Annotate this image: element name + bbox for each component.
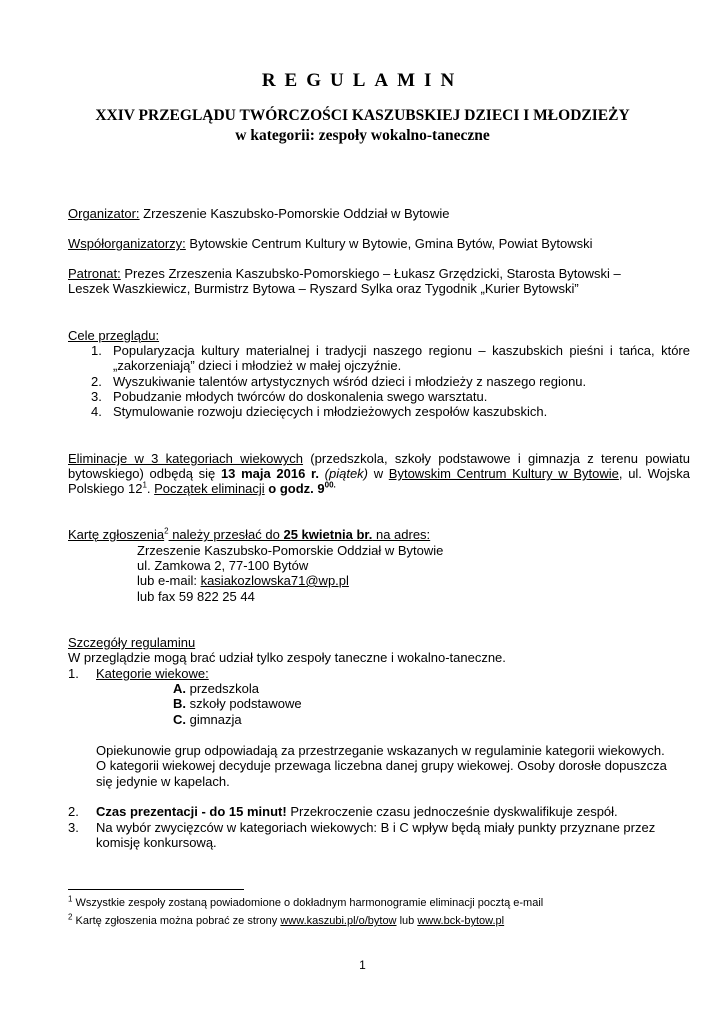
- email-line: [137, 573, 349, 588]
- coorganizers-value: Bytowskie Centrum Kultury w Bytowie, Gmina Bytów, Powiat Bytowski: [185, 236, 593, 251]
- eliminations-start-label: Początek eliminacji: [154, 481, 265, 496]
- eliminations-lead: Eliminacje w 3 kategoriach wiekowych: [68, 451, 304, 466]
- goal-2-number: 2.: [91, 374, 102, 389]
- eliminations-line-1: [68, 451, 690, 466]
- application-text-a: należy przesłać do: [168, 527, 284, 542]
- details-heading: Szczegóły regulaminu: [68, 635, 196, 650]
- footnote-1-text: Wszystkie zespoły zostaną powiadomione o dokładnym harmonogramie eliminacji pocztą e-mail: [72, 897, 544, 909]
- footnote-link-kaszubi[interactable]: www.kaszubi.pl/o/bytow: [280, 915, 397, 927]
- details-intro: W przeglądzie mogą brać udział tylko zespoły taneczne i wokalno-taneczne.: [68, 650, 506, 665]
- goals-heading: Cele przeglądu:: [68, 328, 160, 343]
- footnote-ref-2: 2: [164, 526, 169, 536]
- eliminations-address: Polskiego 12: [68, 481, 143, 496]
- eliminations-start-minutes: 00.: [324, 480, 336, 490]
- eliminations-line-2: [68, 466, 690, 481]
- category-c-name: gimnazja: [186, 712, 242, 727]
- category-subtitle: w kategorii: zespoły wokalno-taneczne: [235, 127, 490, 144]
- organizer-value: Zrzeszenie Kaszubsko-Pomorskie Oddział w Bytowie: [139, 206, 450, 221]
- eliminations-date: 13 maja 2016 r.: [220, 466, 319, 481]
- application-deadline: 25 kwietnia br.: [283, 527, 373, 542]
- winners-rule-line-1: Na wybór zwycięzców w kategoriach wiekowych: B i C wpływ będą miały punkty przyznane przez: [96, 820, 656, 835]
- goal-3-text: Pobudzanie młodych twórców do doskonalenia swego warsztatu.: [113, 389, 488, 404]
- eliminations-text-b: w: [368, 466, 389, 481]
- age-rule-line-1: Opiekunowie grup odpowiadają za przestrzeganie wskazanych w regulaminie kategorii wiekowych.: [96, 743, 665, 758]
- category-c-letter: C.: [173, 712, 186, 727]
- goal-1-text-cont: „zakorzeniają” dzieci i młodzież w małej ojczyźnie.: [113, 358, 402, 373]
- patronage-text-1: Prezes Zrzeszenia Kaszubsko-Pomorskiego – Łukasz Grzędzicki, Starosta Bytowski –: [120, 266, 621, 281]
- category-b: [173, 696, 302, 711]
- email-label: lub e-mail:: [137, 573, 201, 588]
- eliminations-text-a: bytowskiego) odbędą się: [68, 466, 221, 481]
- age-rule-line-2: O kategorii wiekowej decyduje przewaga liczebna danej grupy wiekowej. Osoby dorosłe dopuszcza: [96, 758, 667, 773]
- footnote-1-mark: 1: [68, 894, 73, 904]
- application-text-b: na adres:: [372, 527, 431, 542]
- winners-rule-line-2: komisję konkursową.: [96, 835, 217, 850]
- goal-3-number: 3.: [91, 389, 102, 404]
- eliminations-scope: (przedszkola, szkoły podstawowe i gimnazja z terenu powiatu: [303, 451, 691, 466]
- eliminations-line-3: [68, 481, 336, 496]
- organizer-line: [68, 206, 450, 221]
- footnote-2-mark: 2: [68, 912, 73, 922]
- category-c: [173, 712, 242, 727]
- category-a-letter: A.: [173, 681, 186, 696]
- eliminations-venue: Bytowskim Centrum Kultury w Bytowie: [388, 466, 619, 481]
- category-b-name: szkoły podstawowe: [186, 696, 302, 711]
- address-line-2: ul. Zamkowa 2, 77-100 Bytów: [137, 558, 309, 573]
- presentation-time-rule: [96, 804, 618, 819]
- patronage-label: Patronat:: [68, 266, 121, 281]
- category-a-name: przedszkola: [186, 681, 259, 696]
- document-subtitle: XXIV PRZEGLĄDU TWÓRCZOŚCI KASZUBSKIEJ DZIECI I MŁODZIEŻY: [95, 107, 630, 124]
- presentation-time-penalty: Przekroczenie czasu jednocześnie dyskwalifikuje zespół.: [286, 804, 618, 819]
- address-line-1: Zrzeszenie Kaszubsko-Pomorskie Oddział w Bytowie: [137, 543, 444, 558]
- footnote-ref-1: 1: [142, 480, 147, 490]
- email-link[interactable]: kasiakozlowska71@wp.pl: [200, 573, 349, 588]
- goal-2-text: Wyszukiwanie talentów artystycznych wśród dzieci i młodzieży z naszego regionu.: [113, 374, 587, 389]
- footnote-2-text: Kartę zgłoszenia można pobrać ze strony: [72, 915, 281, 927]
- eliminations-text-d: .: [146, 481, 155, 496]
- goal-4-number: 4.: [91, 404, 102, 419]
- application-line: [68, 527, 430, 542]
- goal-1-number: 1.: [91, 343, 102, 358]
- patronage-line-1: [68, 266, 621, 281]
- age-categories-label: Kategorie wiekowe:: [96, 666, 209, 681]
- eliminations-start-time: o godz. 9: [264, 481, 325, 496]
- goal-1-text: Popularyzacja kultury materialnej i tradycji naszego regionu – kaszubskich pieśni i tańca, które: [113, 343, 690, 358]
- presentation-time-label: Czas prezentacji: [96, 804, 198, 819]
- footnote-separator: [68, 889, 244, 890]
- detail-2-number: 2.: [68, 804, 79, 819]
- application-form-label: Kartę zgłoszenia: [68, 527, 165, 542]
- page-number: 1: [359, 958, 366, 972]
- organizer-label: Organizator:: [68, 206, 140, 221]
- footnote-2: [68, 914, 504, 928]
- goal-4-text: Stymulowanie rozwoju dziecięcych i młodzieżowych zespołów kaszubskich.: [113, 404, 548, 419]
- eliminations-text-c: , ul. Wojska: [618, 466, 690, 481]
- patronage-line-2: Leszek Waszkiewicz, Burmistrz Bytowa – Ryszard Sylka oraz Tygodnik „Kurier Bytowski”: [68, 281, 579, 296]
- category-a: [173, 681, 259, 696]
- presentation-time-limit: - do 15 minut!: [197, 804, 287, 819]
- footnote-2-or: lub: [396, 915, 418, 927]
- age-rule-line-3: się jedynie w kapelach.: [96, 774, 230, 789]
- eliminations-weekday: (piątek): [318, 466, 369, 481]
- coorganizers-label: Współorganizatorzy:: [68, 236, 186, 251]
- category-b-letter: B.: [173, 696, 186, 711]
- detail-3-number: 3.: [68, 820, 79, 835]
- footnote-1: [68, 896, 543, 910]
- document-title: REGULAMIN: [261, 70, 464, 91]
- footnote-link-bck[interactable]: www.bck-bytow.pl: [417, 915, 505, 927]
- coorganizers-line: [68, 236, 593, 251]
- fax-line: lub fax 59 822 25 44: [137, 589, 255, 604]
- detail-1-number: 1.: [68, 666, 79, 681]
